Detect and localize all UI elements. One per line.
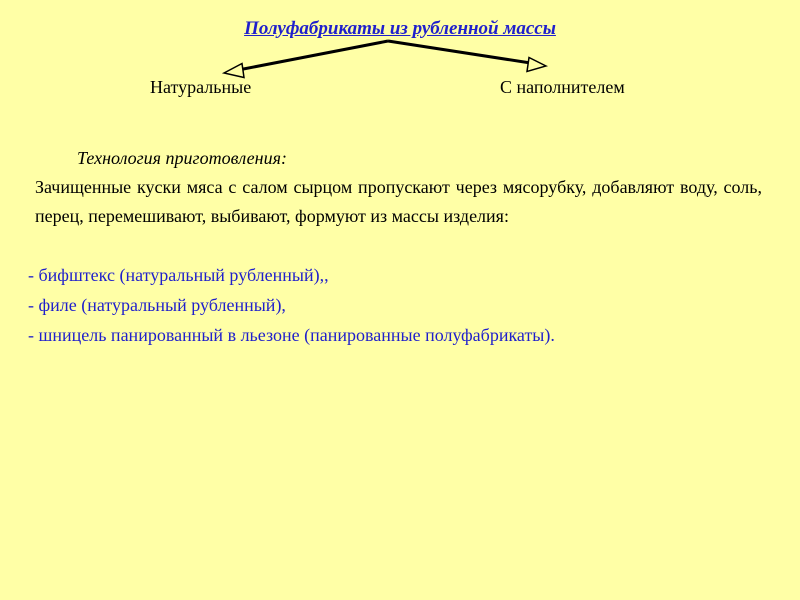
list-item: - бифштекс (натуральный рубленный),, [28,265,329,285]
product-list [28,260,555,350]
arrow-right-line [388,41,537,64]
technology-description: Зачищенные куски мяса с салом сырцом пропускают через мясорубку, добавляют воду, соль, перец, перемешивают, выбивают, формуют из массы изделия: [35,177,762,226]
arrow-left-line [233,41,388,71]
list-item: - филе (натуральный рубленный), [28,295,286,315]
branch-natural-label: Натуральные [150,77,252,97]
slide-title: Полуфабрикаты из рубленной массы [244,18,556,39]
arrow-right-head [527,58,546,72]
list-item: - шницель панированный в льезоне (панированные полуфабрикаты). [28,325,555,345]
branch-filler-label: С наполнителем [500,77,625,97]
technology-heading: Технология приготовления: [77,148,287,168]
